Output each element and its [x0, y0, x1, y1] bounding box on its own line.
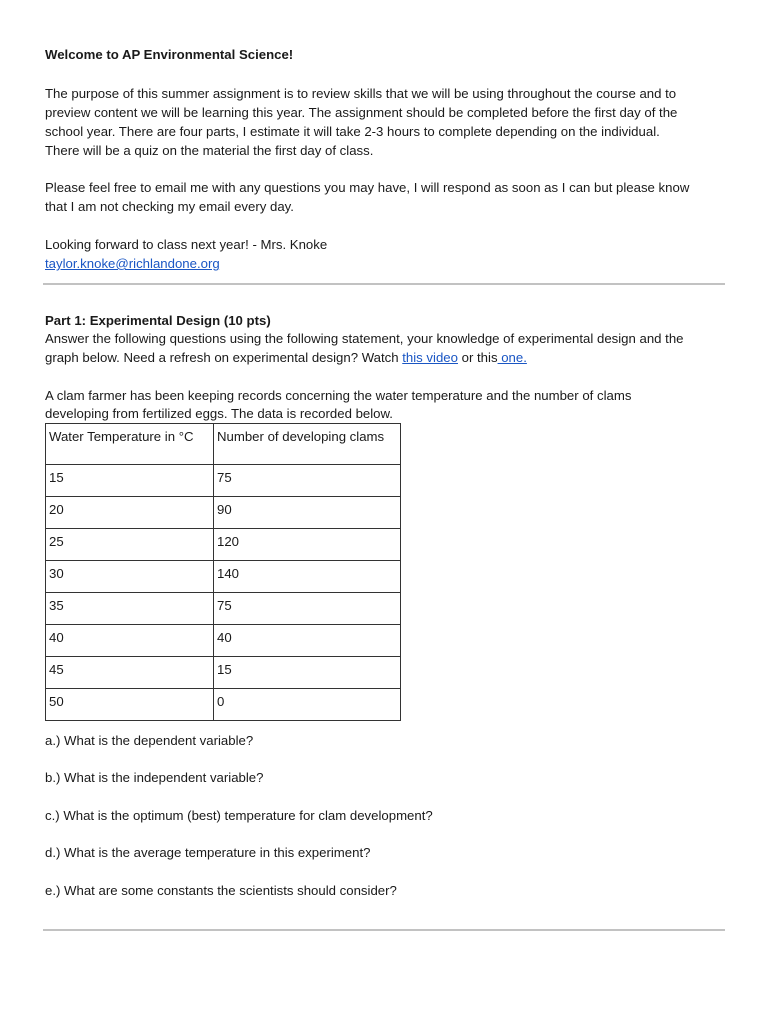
intro-line-4: There will be a quiz on the material the first day of class.	[45, 143, 374, 158]
clams-cell: 40	[214, 625, 401, 657]
intro-line-3: school year. There are four parts, I estimate it will take 2-3 hours to complete depending on the individual.	[45, 124, 660, 139]
temperature-cell: 20	[46, 497, 214, 529]
section-divider	[43, 283, 725, 285]
clam-data-table	[45, 423, 401, 721]
question-d: d.) What is the average temperature in this experiment?	[45, 845, 371, 860]
email-line	[45, 254, 220, 273]
table-header-row	[46, 424, 401, 465]
instructions-prefix: graph below. Need a refresh on experimental design? Watch	[45, 350, 403, 365]
video-link-1[interactable]: this video	[402, 350, 458, 365]
instructions-mid: or this	[457, 350, 498, 365]
part1-instructions-line-2	[45, 348, 527, 367]
clams-cell: 15	[214, 657, 401, 689]
table-row	[46, 625, 401, 657]
part1-heading: Part 1: Experimental Design (10 pts)	[45, 313, 271, 328]
question-a: a.) What is the dependent variable?	[45, 733, 254, 748]
table-row	[46, 529, 401, 561]
contact-line-2: that I am not checking my email every day.	[45, 199, 294, 214]
video-link-2[interactable]: one.	[497, 350, 527, 365]
clams-cell: 140	[214, 561, 401, 593]
intro-line-1: The purpose of this summer assignment is to review skills that we will be using throughout the course and to	[45, 86, 677, 101]
temperature-cell: 50	[46, 689, 214, 721]
table-row	[46, 561, 401, 593]
clams-cell: 75	[214, 593, 401, 625]
clams-cell: 90	[214, 497, 401, 529]
temperature-cell: 25	[46, 529, 214, 561]
scenario-line-1: A clam farmer has been keeping records concerning the water temperature and the number of clams	[45, 388, 632, 403]
question-b: b.) What is the independent variable?	[45, 770, 264, 785]
header-developing-clams: Number of developing clams	[214, 424, 401, 465]
temperature-cell: 35	[46, 593, 214, 625]
table-row	[46, 465, 401, 497]
question-c: c.) What is the optimum (best) temperature for clam development?	[45, 808, 433, 823]
table-row	[46, 657, 401, 689]
question-e: e.) What are some constants the scientists should consider?	[45, 883, 397, 898]
temperature-cell: 30	[46, 561, 214, 593]
contact-line-1: Please feel free to email me with any questions you may have, I will respond as soon as I can but please know	[45, 180, 690, 195]
header-water-temperature: Water Temperature in °C	[46, 424, 214, 465]
clams-cell: 120	[214, 529, 401, 561]
temperature-cell: 40	[46, 625, 214, 657]
temperature-cell: 15	[46, 465, 214, 497]
welcome-heading: Welcome to AP Environmental Science!	[45, 47, 294, 62]
temperature-cell: 45	[46, 657, 214, 689]
part1-instructions-line-1: Answer the following questions using the following statement, your knowledge of experimental design and the	[45, 331, 684, 346]
clams-cell: 75	[214, 465, 401, 497]
email-link[interactable]: taylor.knoke@richlandone.org	[45, 256, 220, 271]
table-row	[46, 593, 401, 625]
bottom-divider	[43, 929, 725, 931]
signoff: Looking forward to class next year! - Mrs. Knoke	[45, 237, 328, 252]
clams-cell: 0	[214, 689, 401, 721]
scenario-line-2: developing from fertilized eggs. The data is recorded below.	[45, 406, 393, 421]
table-row	[46, 689, 401, 721]
intro-line-2: preview content we will be learning this year. The assignment should be completed before the first day of the	[45, 105, 678, 120]
table-row	[46, 497, 401, 529]
